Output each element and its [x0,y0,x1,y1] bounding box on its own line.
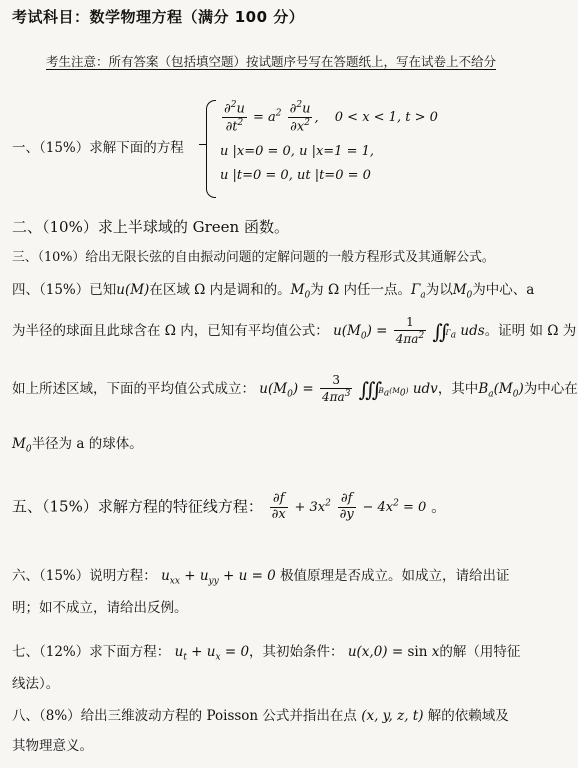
q4-line4: $M_0$半径为 a 的球体。 [12,436,143,455]
q4-line3: 如上所述区域，下面的平均值公式成立： $u(M_0)$ = $\frac{3}{4\pi a^3}$ $∭B_a(M_0)$ udv，其中$B_a(M_0)$为中心在 [12,373,578,404]
q1-brace [206,100,216,198]
q1-label: 一、（15%）求解下面的方程 [12,140,184,156]
q4-line2: 为半径的球面且此球含在 Ω 内，已知有平均值公式： $u(M_0)$ = $\frac{1}{4\pi a^2}$ $∬\Gamma_a$ uds。证明 如 Ω 为 [12,315,577,346]
q2-text: 二、（10%）求上半球域的 Green 函数。 [12,218,289,236]
q5-line: 五、（15%）求解方程的特征线方程： $\frac{\partial f}{\partial x}$ + $3x^2$ $\frac{\partial f}{\partial y}$ − $4x^2 = 0$ 。 [12,491,447,522]
q3-text: 三、（10%）给出无限长弦的自由振动问题的定解问题的一般方程形式及其通解公式。 [12,250,495,265]
exam-title: 考试科目：数学物理方程（满分 100 分） [12,8,305,26]
q6-line1: 六、（15%）说明方程： $u_{xx} + u_{yy} + u = 0$ 极值原理是否成立。如成立，请给出证 [12,568,510,587]
q8-line2: 其物理意义。 [12,738,93,754]
q6-line2: 明；如不成立，请给出反例。 [12,600,188,616]
q1-boundary-conditions: u |x=0 = 0, u |x=1 = 1, [220,144,375,159]
q1-equation-system [206,100,456,198]
q1-domain-condition: 0 < x < 1, t > 0 [334,110,438,126]
q1-pde-line: $\frac{\partial^2u}{\partial t^2}$ = $a^2$ $\frac{\partial^2u}{\partial x^2}$ , 0 < x < 1, t > 0 [224,100,438,135]
q7-line2: 线法）。 [12,676,60,692]
q4-line1: 四、（15%）已知u(M)在区域 Ω 内是调和的。$M_0$为 Ω 内任一点。$\Gamma_a$为以$M_0$为中心、a [12,282,535,301]
q8-line1: 八、（8%）给出三维波动方程的 Poisson 公式并指出在点 (x, y, z, t) 解的依赖域及 [12,708,509,724]
q1-initial-conditions: u |t=0 = 0, ut |t=0 = 0 [220,168,371,183]
exam-notice: 考生注意：所有答案（包括填空题）按试题序号写在答题纸上，写在试卷上不给分 [46,54,497,69]
q7-line1: 七、（12%）求下面方程： $u_t + u_x = 0$，其初始条件： u(x,0) = sin x的解（用特征 [12,644,521,663]
